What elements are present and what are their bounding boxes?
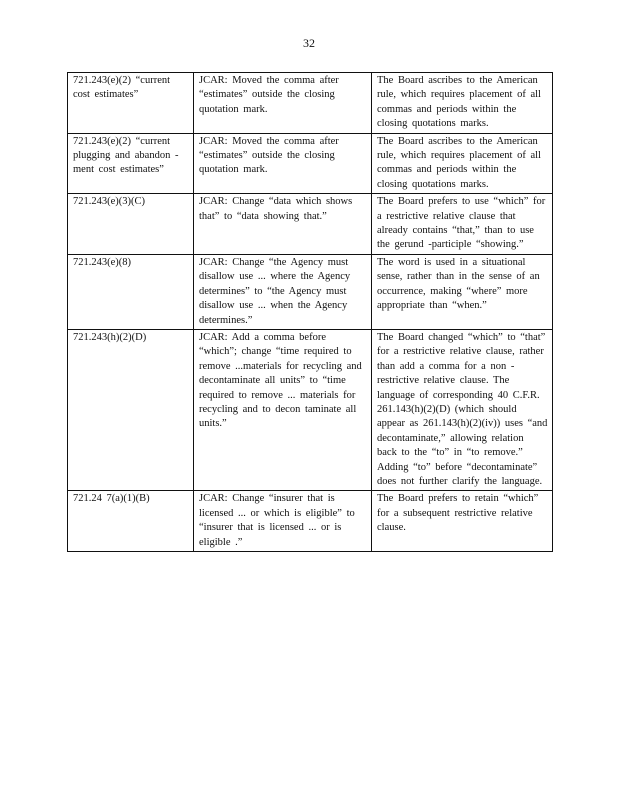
response-cell: The Board prefers to retain “which” for a subsequent restrictive relative clause. (372, 491, 553, 552)
table-row (68, 133, 553, 194)
table-row (68, 254, 553, 329)
response-cell: The word is used in a situational sense, rather than in the sense of an occurrence, making “where” more appropriate than “when.” (372, 254, 553, 329)
section-cell: 721.24 7(a)(1)(B) (68, 491, 194, 552)
table-row (68, 194, 553, 255)
change-cell: JCAR: Add a comma before “which”; change “time required to remove ...materials for recycling and decontaminate all units” to “time required to remove ... materials for recycling and to decon taminate all units.” (194, 329, 372, 490)
section-cell: 721.243(e)(2) “current plugging and abandon - ment cost estimates” (68, 133, 194, 194)
response-cell: The Board changed “which” to “that” for a restrictive relative clause, rather than add a comma for a non -restrictive relative clause. The language of corresponding 40 C.F.R. 261.143(h)(2)(D) (which should appear as 261.143(h)(2)(iv)) uses “and decontaminate,” allowing relation back to the “to” in “to remove.” Adding “to” before “decontaminate” does not further clarify the language. (372, 329, 553, 490)
response-cell: The Board ascribes to the American rule, which requires placement of all commas and periods within the closing quotations marks. (372, 133, 553, 194)
table-row (68, 491, 553, 552)
table-row (68, 329, 553, 490)
section-cell: 721.243(e)(3)(C) (68, 194, 194, 255)
change-cell: JCAR: Change “data which shows that” to “data showing that.” (194, 194, 372, 255)
response-cell: The Board prefers to use “which” for a restrictive relative clause that already contains “that,” than to use the gerund -participle “showing.” (372, 194, 553, 255)
page-number: 32 (303, 36, 315, 50)
change-cell: JCAR: Change “the Agency must disallow use ... where the Agency determines” to “the Agency must disallow use ... when the Agency determines.” (194, 254, 372, 329)
section-cell: 721.243(e)(2) “current cost estimates” (68, 73, 194, 134)
section-cell: 721.243(h)(2)(D) (68, 329, 194, 490)
jcar-comments-table (67, 72, 553, 552)
change-cell: JCAR: Moved the comma after “estimates” outside the closing quotation mark. (194, 133, 372, 194)
change-cell: JCAR: Moved the comma after “estimates” outside the closing quotation mark. (194, 73, 372, 134)
response-cell: The Board ascribes to the American rule, which requires placement of all commas and periods within the closing quotations marks. (372, 73, 553, 134)
change-cell: JCAR: Change “insurer that is licensed ... or which is eligible” to “insurer that is licensed ... or is eligible .” (194, 491, 372, 552)
section-cell: 721.243(e)(8) (68, 254, 194, 329)
table-row (68, 73, 553, 134)
